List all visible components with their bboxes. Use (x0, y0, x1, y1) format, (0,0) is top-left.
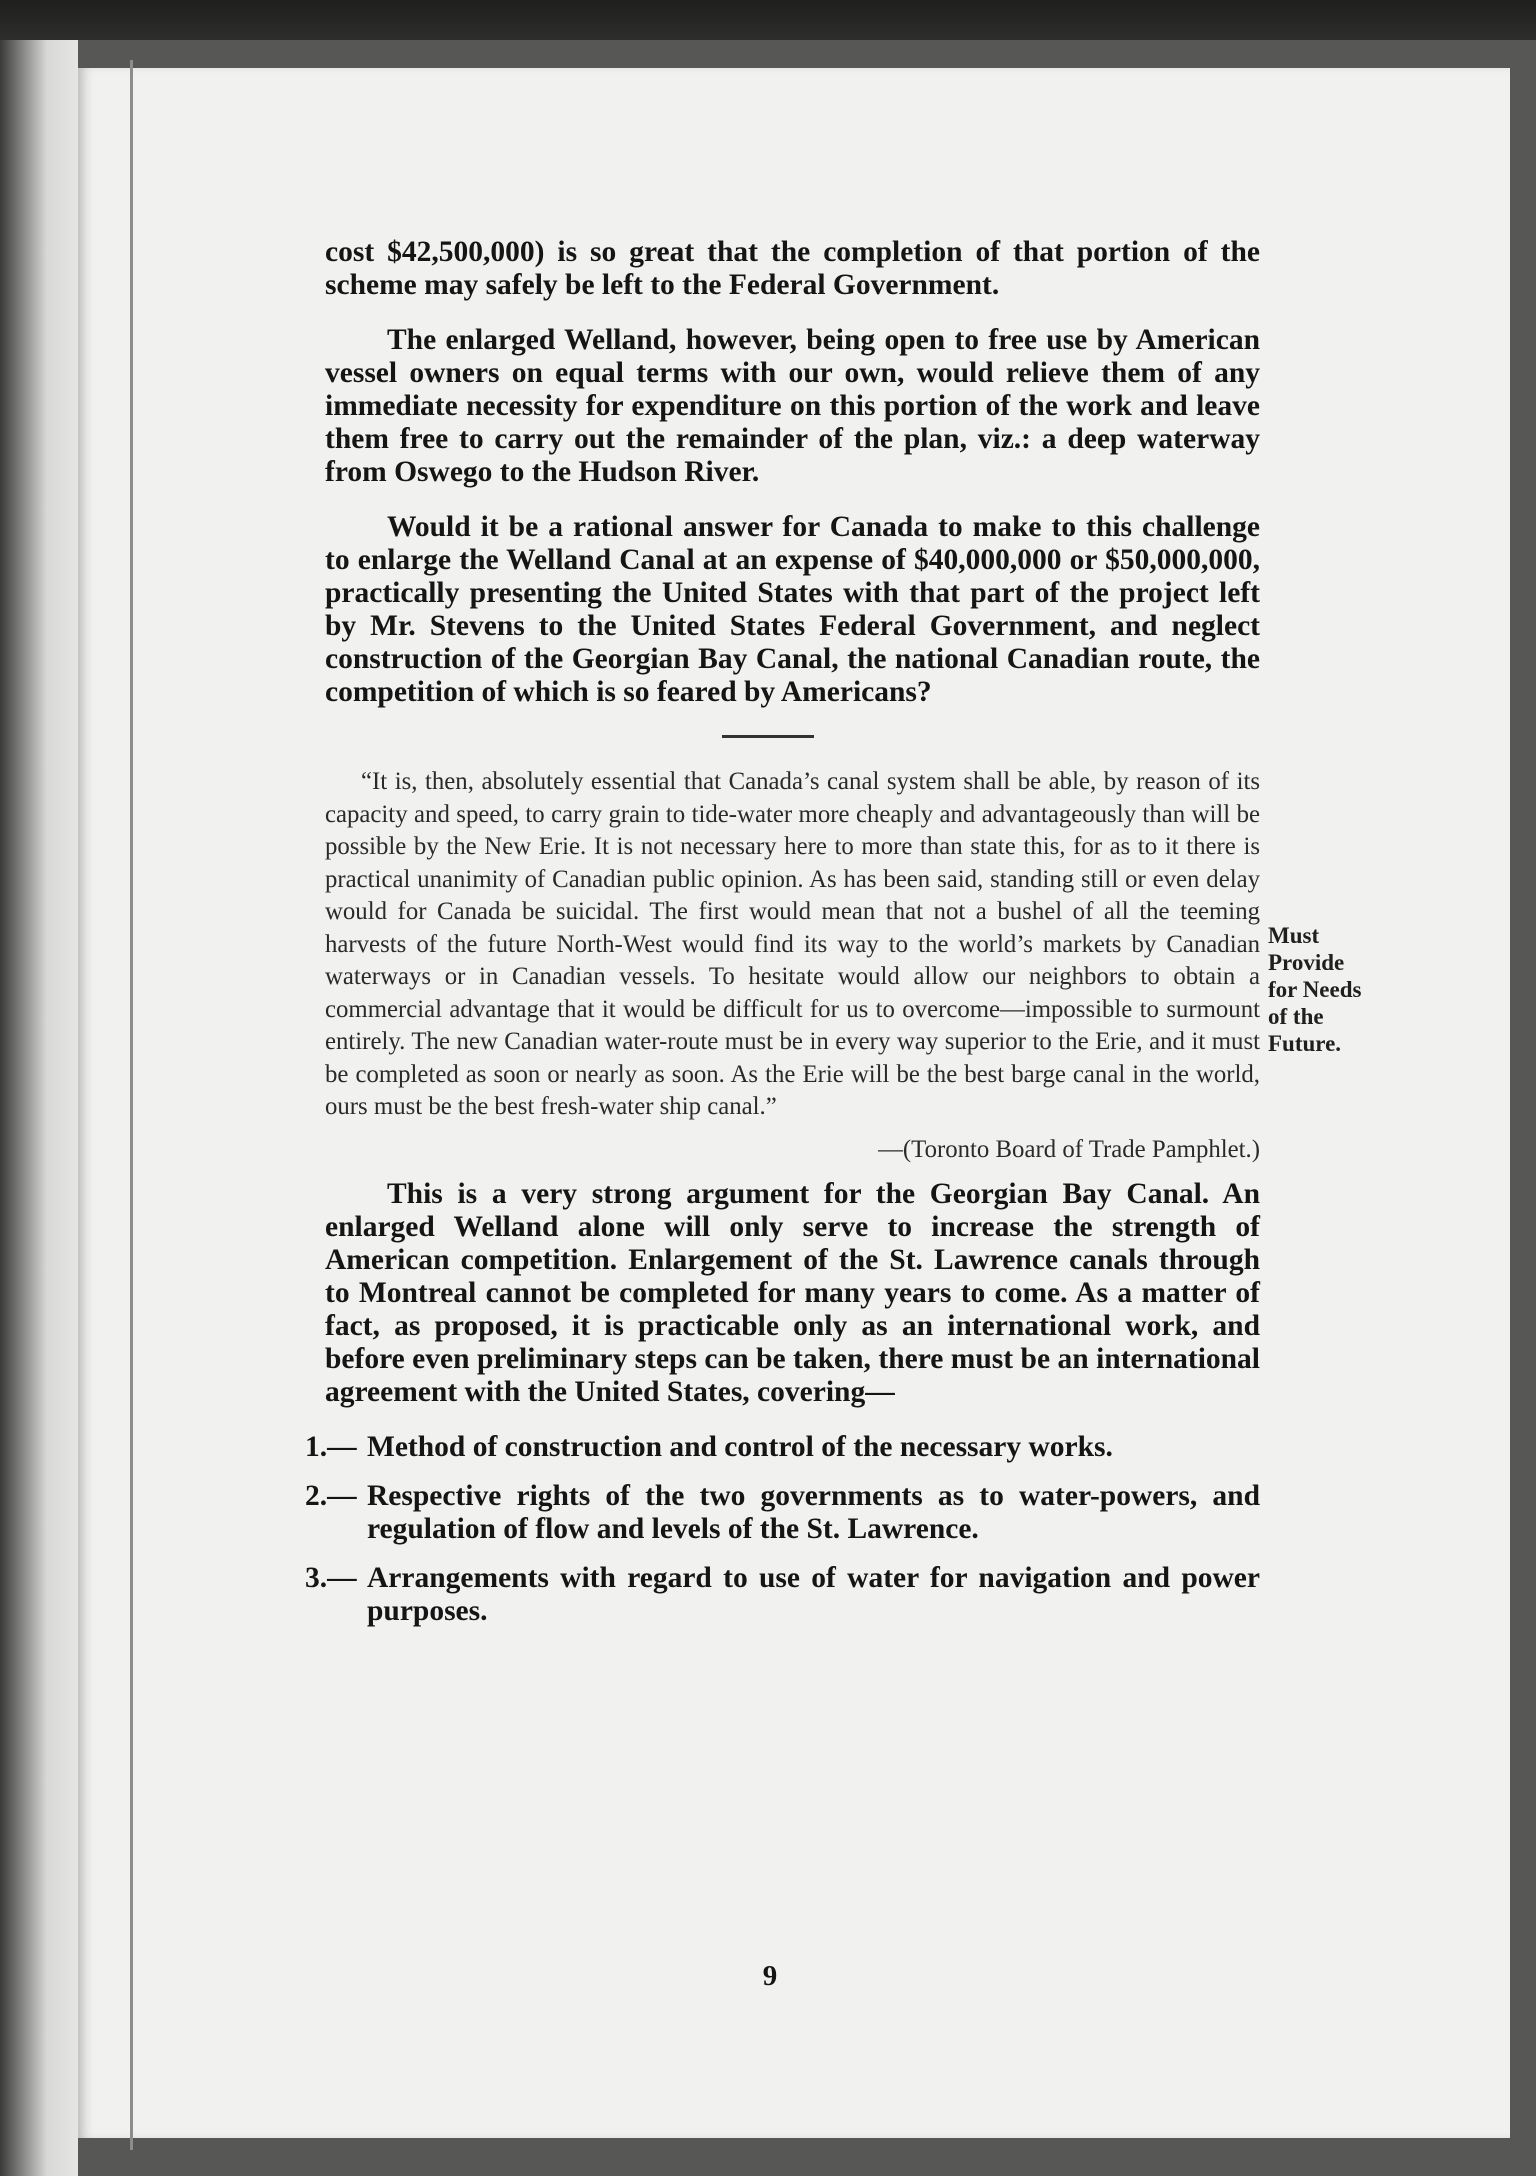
page-fold-line (130, 60, 133, 2150)
paragraph-strong-argument: This is a very strong argument for the Georgian Bay Canal. An enlarged Welland alone will only serve to increase the strength of American competition. Enlargement of the St. Lawrence canals through to Montreal cannot be completed for many years to come. As a matter of fact, as proposed, it is practicable only as an international work, and before even preliminary steps can be taken, there must be an international agreement with the United States, covering— (325, 1177, 1260, 1408)
margin-note-line: of the (1268, 1004, 1324, 1029)
list-item-text: Respective rights of the two governments as to water-powers, and regulation of flow and levels of the St. Lawrence. (367, 1479, 1260, 1545)
list-item (305, 1431, 1260, 1464)
list-item (305, 1562, 1260, 1628)
margin-note-line: Provide (1268, 950, 1345, 975)
paragraph-welland: The enlarged Welland, however, being open to free use by American vessel owners on equal terms with our own, would relieve them of any immediate necessity for expenditure on this portion of the work and leave them free to carry out the remainder of the plan, viz.: a deep waterway from Oswego to the Hudson River. (325, 324, 1260, 488)
paragraph-continuation: cost $42,500,000) is so great that the completion of that portion of the scheme may safely be left to the Federal Government. (325, 236, 1260, 301)
margin-note-line: Future. (1268, 1031, 1342, 1056)
margin-note-line: Must (1268, 923, 1320, 948)
list-item (305, 1480, 1260, 1546)
section-divider (722, 735, 814, 738)
list-item-number: 2.— (305, 1479, 357, 1512)
paragraph-rational-answer: Would it be a rational answer for Canada to make to this challenge to enlarge the Welland Canal at an expense of $40,000,000 or $50,000,000, practically presenting the United States with that part of the project left by Mr. Stevens to the United States Federal Government, and neglect construction of the Georgian Bay Canal, the national Canadian route, the competition of which is so feared by Americans? (325, 511, 1260, 708)
quote-attribution: —(Toronto Board of Trade Pamphlet.) (878, 1135, 1260, 1163)
list-item-text: Method of construction and control of the necessary works. (367, 1430, 1113, 1463)
page-number: 9 (762, 1960, 778, 1992)
margin-note (1268, 922, 1398, 1057)
list-item-number: 3.— (305, 1561, 357, 1594)
margin-note-line: for Needs (1268, 977, 1362, 1002)
list-item-text: Arrangements with regard to use of water for navigation and power purposes. (367, 1561, 1260, 1627)
page-text-block (305, 236, 1260, 1644)
agreement-list (305, 1431, 1260, 1628)
list-item-number: 1.— (305, 1430, 357, 1463)
block-quote: “It is, then, absolutely essential that Canada’s canal system shall be able, by reason of its capacity and speed, to carry grain to tide-water more cheaply and advantageously than will be possible by the New Erie. It is not necessary here to more than state this, for as to it there is practical unanimity of Canadian public opinion. As has been said, standing still or even delay would for Canada be suicidal. The first would mean that not a bushel of all the teeming harvests of the future North-West would find its way to the world’s markets by Canadian waterways or in Canadian vessels. To hesitate would allow our neighbors to obtain a commercial advantage that it would be difficult for us to overcome—impossible to surmount entirely. The new Canadian water-route must be in every way superior to the Erie, and it must be completed as soon or nearly as soon. As the Erie will be the best barge canal in the world, ours must be the best fresh-water ship canal.” (325, 768, 1260, 1120)
book-spine-edge (0, 40, 78, 2176)
